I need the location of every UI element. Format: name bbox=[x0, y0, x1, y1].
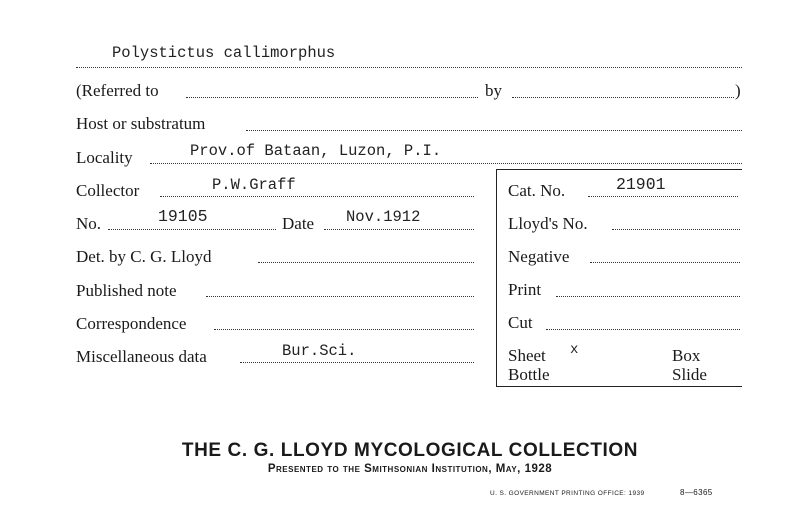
by-label: by bbox=[485, 81, 502, 100]
locality-label: Locality bbox=[76, 148, 133, 167]
species-line bbox=[76, 67, 742, 68]
sheet-label: Sheet bbox=[508, 346, 546, 365]
box-top-border bbox=[496, 169, 742, 170]
cut-label: Cut bbox=[508, 313, 533, 332]
lloyds-no-label: Lloyd's No. bbox=[508, 214, 588, 233]
no-value: 19105 bbox=[158, 207, 208, 226]
lloyds-no-line bbox=[612, 229, 740, 230]
published-note-line bbox=[206, 296, 474, 297]
misc-data-line bbox=[240, 362, 474, 363]
collection-subtitle: Presented to the Smithsonian Institution, May, 1928 bbox=[267, 463, 553, 475]
date-label: Date bbox=[282, 214, 315, 233]
host-line bbox=[246, 130, 742, 131]
negative-label: Negative bbox=[508, 247, 570, 266]
correspondence-line bbox=[214, 329, 474, 330]
collector-label: Collector bbox=[76, 181, 140, 200]
no-label: No. bbox=[76, 214, 102, 233]
sheet-mark: x bbox=[570, 342, 579, 358]
collector-line bbox=[160, 196, 474, 197]
species-name: Polystictus callimorphus bbox=[112, 44, 336, 62]
det-by-label: Det. by C. G. Lloyd bbox=[76, 247, 212, 266]
det-by-line bbox=[258, 262, 474, 263]
box-left-border bbox=[496, 169, 497, 387]
bottle-label: Bottle bbox=[508, 365, 550, 384]
by-line bbox=[512, 97, 734, 98]
date-line bbox=[324, 229, 474, 230]
print-label: Print bbox=[508, 280, 542, 299]
published-note-label: Published note bbox=[76, 281, 177, 300]
close-paren: ) bbox=[735, 81, 741, 100]
correspondence-label: Correspondence bbox=[76, 314, 187, 333]
negative-line bbox=[590, 262, 740, 263]
collection-title: THE C. G. LLOYD MYCOLOGICAL COLLECTION bbox=[181, 440, 639, 461]
no-line bbox=[108, 229, 276, 230]
misc-data-value: Bur.Sci. bbox=[282, 342, 357, 360]
cut-line bbox=[546, 329, 740, 330]
print-line bbox=[556, 296, 740, 297]
cat-no-line bbox=[588, 196, 738, 197]
printer-note: U. S. GOVERNMENT PRINTING OFFICE: 1939 bbox=[490, 490, 645, 497]
host-label: Host or substratum bbox=[76, 114, 206, 133]
slide-label: Slide bbox=[672, 365, 707, 384]
cat-no-label: Cat. No. bbox=[508, 181, 566, 200]
misc-data-label: Miscellaneous data bbox=[76, 347, 207, 366]
cat-no-value: 21901 bbox=[616, 175, 666, 194]
locality-line bbox=[150, 163, 742, 164]
box-bottom-border bbox=[496, 386, 742, 387]
locality-value: Prov.of Bataan, Luzon, P.I. bbox=[190, 142, 442, 160]
referred-to-label: (Referred to bbox=[76, 81, 159, 100]
box-label: Box bbox=[672, 346, 701, 365]
referred-to-line bbox=[186, 97, 478, 98]
collector-value: P.W.Graff bbox=[212, 176, 296, 194]
form-number: 8—6365 bbox=[680, 488, 713, 497]
date-value: Nov.1912 bbox=[346, 208, 421, 226]
